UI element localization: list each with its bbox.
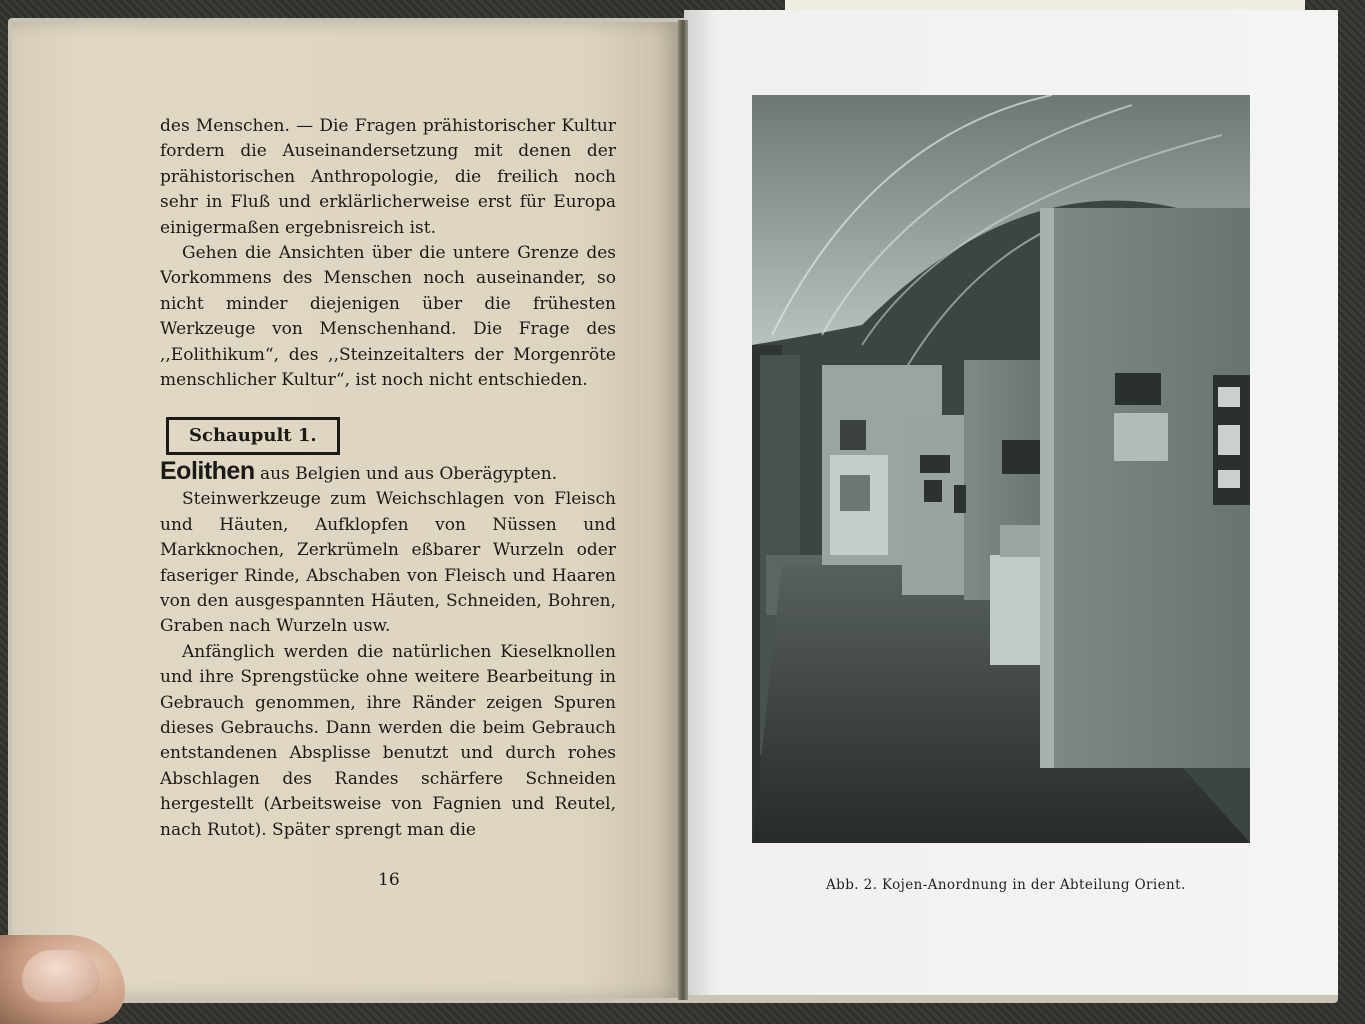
paragraph-4: Anfänglich werden die natürlichen Kieselknollen und ihre Sprengstücke ohne weitere Bearbeitung in Gebrauch genommen, ihre Ränder zeigen Spuren dieses Gebrauchs. Dann werden die beim Gebrauch entstandenen Absplisse benutzt und durch rohes Abschlagen des Randes schärfere Schneiden hergestellt (Arbeitsweise von Fagnien und Reutel, nach Rutot). Später sprengt man die <box>160 641 616 840</box>
museum-hall-photo <box>752 95 1250 843</box>
schaupult-box-heading: Schaupult 1. <box>166 417 340 454</box>
paragraph-1: des Menschen. — Die Fragen prähistorischer Kultur fordern die Auseinandersetzung mit denen der prähistorischen Anthropologie, die freilich noch sehr in Fluß und erklärlicherweise erst für Europa einigermaßen ergebnisreich ist. <box>160 116 616 238</box>
photo-illustration <box>752 95 1250 843</box>
section-title-rest: aus Belgien und aus Oberägypten. <box>254 463 558 484</box>
page-number: 16 <box>378 870 400 890</box>
paragraph-2: Gehen die Ansichten über die untere Grenze des Vorkommens des Menschen noch auseinander, so nicht minder diejenigen über die frühesten Werkzeuge von Menschenhand. Die Frage des ,,Eolithikum“, des ,,Steinzeitalters der Morgenröte menschlicher Kultur“, ist noch nicht entschieden. <box>160 243 616 391</box>
section-heading-line <box>160 456 616 487</box>
thumbnail <box>22 950 100 1002</box>
figure-caption: Abb. 2. Kojen-Anordnung in der Abteilung Orient. <box>826 877 1186 893</box>
section-title: Eolithen <box>160 456 255 485</box>
paragraph-3: Steinwerkzeuge zum Weichschlagen von Fleisch und Häuten, Aufklopfen von Nüssen und Markknochen, Zerkrümeln eßbarer Wurzeln oder faseriger Rinde, Abschaben von Fleisch und Haaren von den ausgespannten Häuten, Schneiden, Bohren, Graben nach Wurzeln usw. <box>160 489 616 637</box>
book-spine <box>678 20 688 1000</box>
left-page-text <box>160 114 616 843</box>
